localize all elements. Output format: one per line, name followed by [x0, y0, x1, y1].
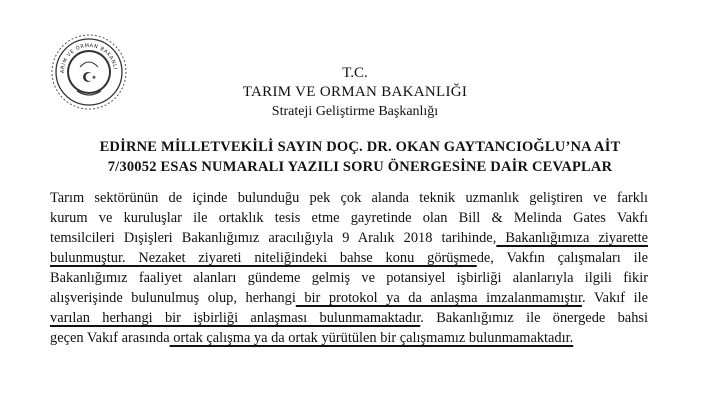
- body-line-7: [50, 308, 648, 328]
- body-line-4: [50, 248, 648, 268]
- underlined-text: varılan herhangi bir işbirliği anlaşması bulunmamaktadır: [50, 310, 421, 326]
- body-text: de, Vakfın çalışmaları ile: [476, 250, 648, 266]
- body-text: geçen Vakıf arasında: [50, 330, 170, 346]
- underlined-text: ortak çalışma ya da ortak yürütülen bir çalışmamız bulunmamaktadır.: [169, 330, 574, 346]
- body-line-1: [50, 188, 648, 208]
- header-tc: T.C.: [342, 65, 368, 81]
- underlined-text: bir protokol ya da anlaşma imzalanmamıştır: [295, 290, 583, 306]
- svg-text:TARIM VE ORMAN BAKANLIĞI: ARIM VE ORMAN BAKANLI: [59, 42, 118, 74]
- body-line-3: [50, 228, 648, 248]
- body-line-8: [50, 328, 648, 348]
- body-text: temsilcileri Dışişleri Bakanlığımız aracılığıyla 9 Aralık 2018 tarihinde,: [50, 230, 497, 246]
- department-name: Strateji Geliştirme Başkanlığı: [271, 104, 439, 119]
- body-text: Tarım sektörünün de içinde bulunduğu pek çok alanda teknik uzmanlık geliştiren ve farklı: [50, 190, 648, 206]
- ministry-emblem-icon: [50, 33, 128, 111]
- underlined-text: bulunmuştur. Nezaket ziyareti niteliğindeki bahse konu görüşme: [50, 250, 477, 266]
- body-text: kurum ve kuruluşlar ile ortaklık tesis etme gayretinde olan Bill & Melinda Gates Vakfı: [50, 210, 648, 226]
- emblem-svg: [50, 33, 128, 111]
- document-title-line-1: EDİRNE MİLLETVEKİLİ SAYIN DOÇ. DR. OKAN GAYTANCIOĞLU’NA AİT: [99, 139, 621, 155]
- body-text: . Bakanlığımız ile önergede bahsi: [420, 310, 648, 326]
- body-line-5: [50, 268, 648, 288]
- document-title-line-2: 7/30052 ESAS NUMARALI YAZILI SORU ÖNERGESİNE DAİR CEVAPLAR: [107, 159, 613, 175]
- ministry-name: TARIM VE ORMAN BAKANLIĞI: [242, 84, 468, 100]
- body-line-2: [50, 208, 648, 228]
- underlined-text: Bakanlığımıza ziyarette: [496, 230, 648, 246]
- body-text: Bakanlığımız faaliyet alanları gündeme gelmiş ve potansiyel işbirliği alanlarıyla ilgili fikir: [50, 270, 648, 286]
- body-text: . Vakıf ile: [582, 290, 648, 306]
- body-line-6: [50, 288, 648, 308]
- body-text: alışverişinde bulunulmuş olup, herhangi: [50, 290, 296, 306]
